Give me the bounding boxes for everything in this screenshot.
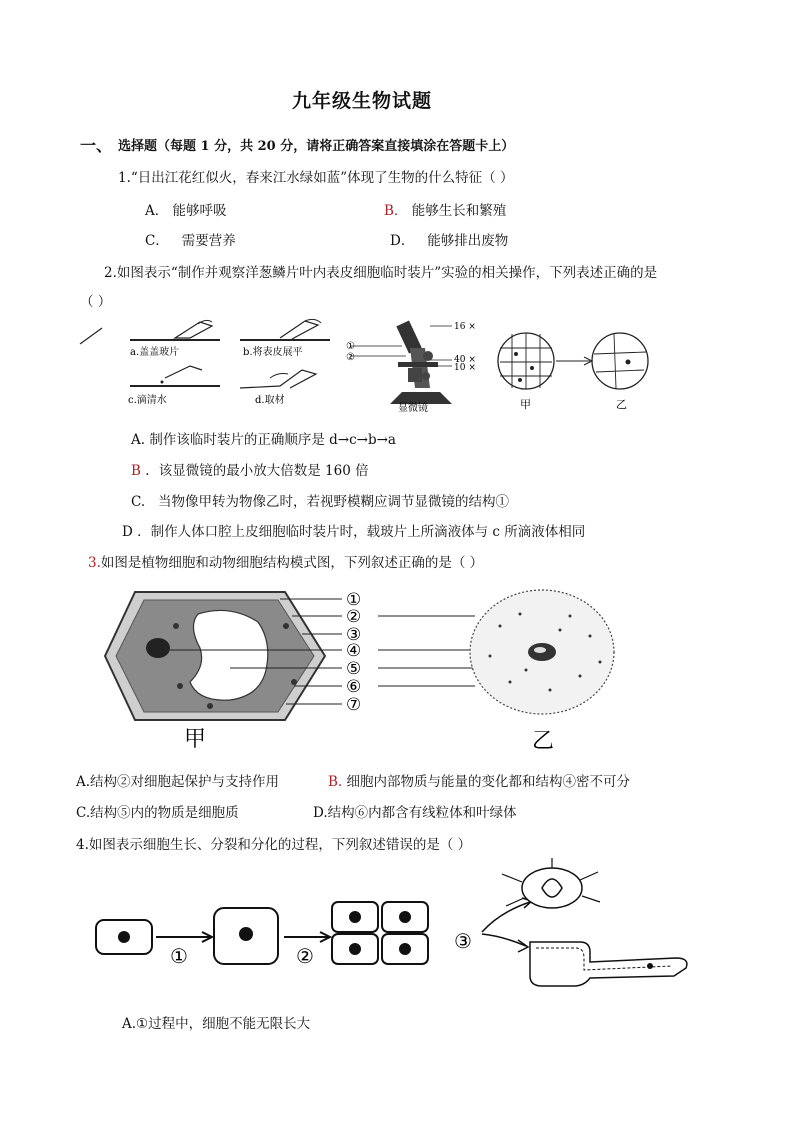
step-3-label: ③ xyxy=(454,929,472,953)
cell-grown xyxy=(214,908,278,964)
guard-cell-illustration xyxy=(502,858,600,908)
label-step-c: c.滴清水 xyxy=(128,395,167,406)
arrow-3-down xyxy=(482,934,526,946)
question-number: 3. xyxy=(88,555,101,571)
lens-40x: 40 × xyxy=(454,355,476,365)
option-letter: A. xyxy=(131,432,146,448)
label-step-a: a.盖盖玻片 xyxy=(130,347,180,358)
option-letter: B xyxy=(131,463,141,479)
nerve-cell-illustration xyxy=(530,942,687,986)
q1-option-c[interactable] xyxy=(145,229,236,249)
option-text: 能够呼吸 xyxy=(172,203,227,219)
q1-option-d[interactable] xyxy=(390,229,508,249)
label-3: ③ xyxy=(346,625,362,645)
step-1-label: ① xyxy=(170,944,188,968)
cells-divided xyxy=(332,902,428,964)
option-text: .结构②对细胞起保护与支持作用 xyxy=(85,774,280,790)
q2-figure xyxy=(80,318,720,413)
lens-10x: 10 × xyxy=(454,363,476,373)
label-1: ① xyxy=(346,590,362,610)
option-text: 结构⑤内的物质是细胞质 xyxy=(90,805,239,821)
q3-option-c[interactable] xyxy=(76,801,239,821)
question-3-stem xyxy=(88,551,483,571)
option-letter: C． xyxy=(145,233,169,249)
option-text: 能够排出废物 xyxy=(427,233,509,249)
q3-option-b[interactable] xyxy=(328,770,630,790)
label-4: ④ xyxy=(346,641,362,661)
option-text: 当物像甲转为物像乙时，若视野模糊应调节显微镜的结构① xyxy=(158,494,510,510)
q2-option-c[interactable] xyxy=(131,490,509,510)
q3-option-d[interactable] xyxy=(313,801,517,821)
step-c-illustration xyxy=(130,366,220,386)
option-letter: D xyxy=(122,524,133,540)
q1-option-b[interactable] xyxy=(384,199,506,219)
step-d-illustration xyxy=(240,370,316,388)
step-2-label: ② xyxy=(296,944,314,968)
arrow-3-up xyxy=(482,902,530,932)
option-letter: B. xyxy=(328,774,343,790)
view-yi-illustration xyxy=(592,333,648,389)
q1-option-a[interactable] xyxy=(145,199,227,219)
label-5: ⑤ xyxy=(346,659,362,679)
option-text: 结构⑥内都含有线粒体和叶绿体 xyxy=(327,805,517,821)
microscope-mark-1: ① xyxy=(346,341,355,352)
option-text: ．制作人体口腔上皮细胞临时装片时，载玻片上所滴液体与 c 所滴液体相同 xyxy=(137,524,586,540)
label-step-d: d.取材 xyxy=(255,395,285,406)
view-jia-illustration xyxy=(498,333,554,389)
step-a-illustration xyxy=(130,320,220,340)
question-4-stem: 4.如图表示细胞生长、分裂和分化的过程，下列叙述错误的是（ ） xyxy=(76,837,472,853)
q4-option-a[interactable]: A.①过程中，细胞不能无限长大 xyxy=(122,1016,311,1032)
arrow-3-down-head xyxy=(518,940,528,952)
question-1-stem: 1.“日出江花红似火，春来江水绿如蓝”体现了生物的什么特征（ ） xyxy=(118,170,514,186)
section-heading: 选择题（每题 1 分，共 20 分，请将正确答案直接填涂在答题卡上） xyxy=(118,139,515,154)
label-step-b: b.将表皮展平 xyxy=(243,347,303,358)
option-text: 细胞内部物质与能量的变化都和结构④密不可分 xyxy=(346,774,631,790)
cell-label-yi: 乙 xyxy=(532,729,555,754)
cell-single xyxy=(96,920,152,954)
view-label-yi: 乙 xyxy=(616,398,627,411)
option-letter: C. xyxy=(131,494,146,510)
option-letter: D． xyxy=(390,233,415,249)
question-2-stem: 2.如图表示“制作并观察洋葱鳞片叶内表皮细胞临时装片”实验的相关操作，下列表述正确的是 xyxy=(104,265,658,281)
section-number: 一、 xyxy=(80,136,113,155)
option-letter: B． xyxy=(384,203,408,219)
microscope-illustration xyxy=(350,320,452,404)
option-text: 制作该临时装片的正确顺序是 d→c→b→a xyxy=(149,432,396,448)
q2-option-a[interactable] xyxy=(131,428,396,448)
q2-option-b[interactable] xyxy=(131,459,369,479)
microscope-mark-2: ② xyxy=(346,352,355,363)
q4-figure xyxy=(90,862,730,997)
q3-option-a[interactable] xyxy=(76,770,279,790)
question-text: 如图是植物细胞和动物细胞结构模式图，下列叙述正确的是（ ） xyxy=(100,555,484,571)
lens-16x: 16 × xyxy=(454,322,476,332)
label-2: ② xyxy=(346,607,362,627)
corner-mark xyxy=(80,328,102,344)
option-letter: C. xyxy=(76,805,91,821)
structure-labels xyxy=(346,590,361,715)
plant-cell-illustration xyxy=(105,592,325,720)
page-title: 九年级生物试题 xyxy=(292,90,433,112)
q2-option-d[interactable] xyxy=(122,520,585,540)
option-text: 能够生长和繁殖 xyxy=(411,203,507,219)
q3-figure xyxy=(80,586,720,756)
option-letter: D. xyxy=(313,805,328,821)
step-b-illustration xyxy=(240,319,330,340)
option-text: 需要营养 xyxy=(181,233,236,249)
option-letter: A xyxy=(76,774,86,790)
microscope-label: 显微镜 xyxy=(398,403,428,414)
option-letter: A． xyxy=(145,203,169,219)
question-2-stem-cont: （ ） xyxy=(80,294,112,310)
label-7: ⑦ xyxy=(346,695,362,715)
animal-cell-illustration xyxy=(470,590,614,714)
option-text: ．该显微镜的最小放大倍数是 160 倍 xyxy=(145,463,369,479)
view-label-jia: 甲 xyxy=(520,398,531,411)
cell-label-jia: 甲 xyxy=(184,727,207,752)
label-6: ⑥ xyxy=(346,677,362,697)
